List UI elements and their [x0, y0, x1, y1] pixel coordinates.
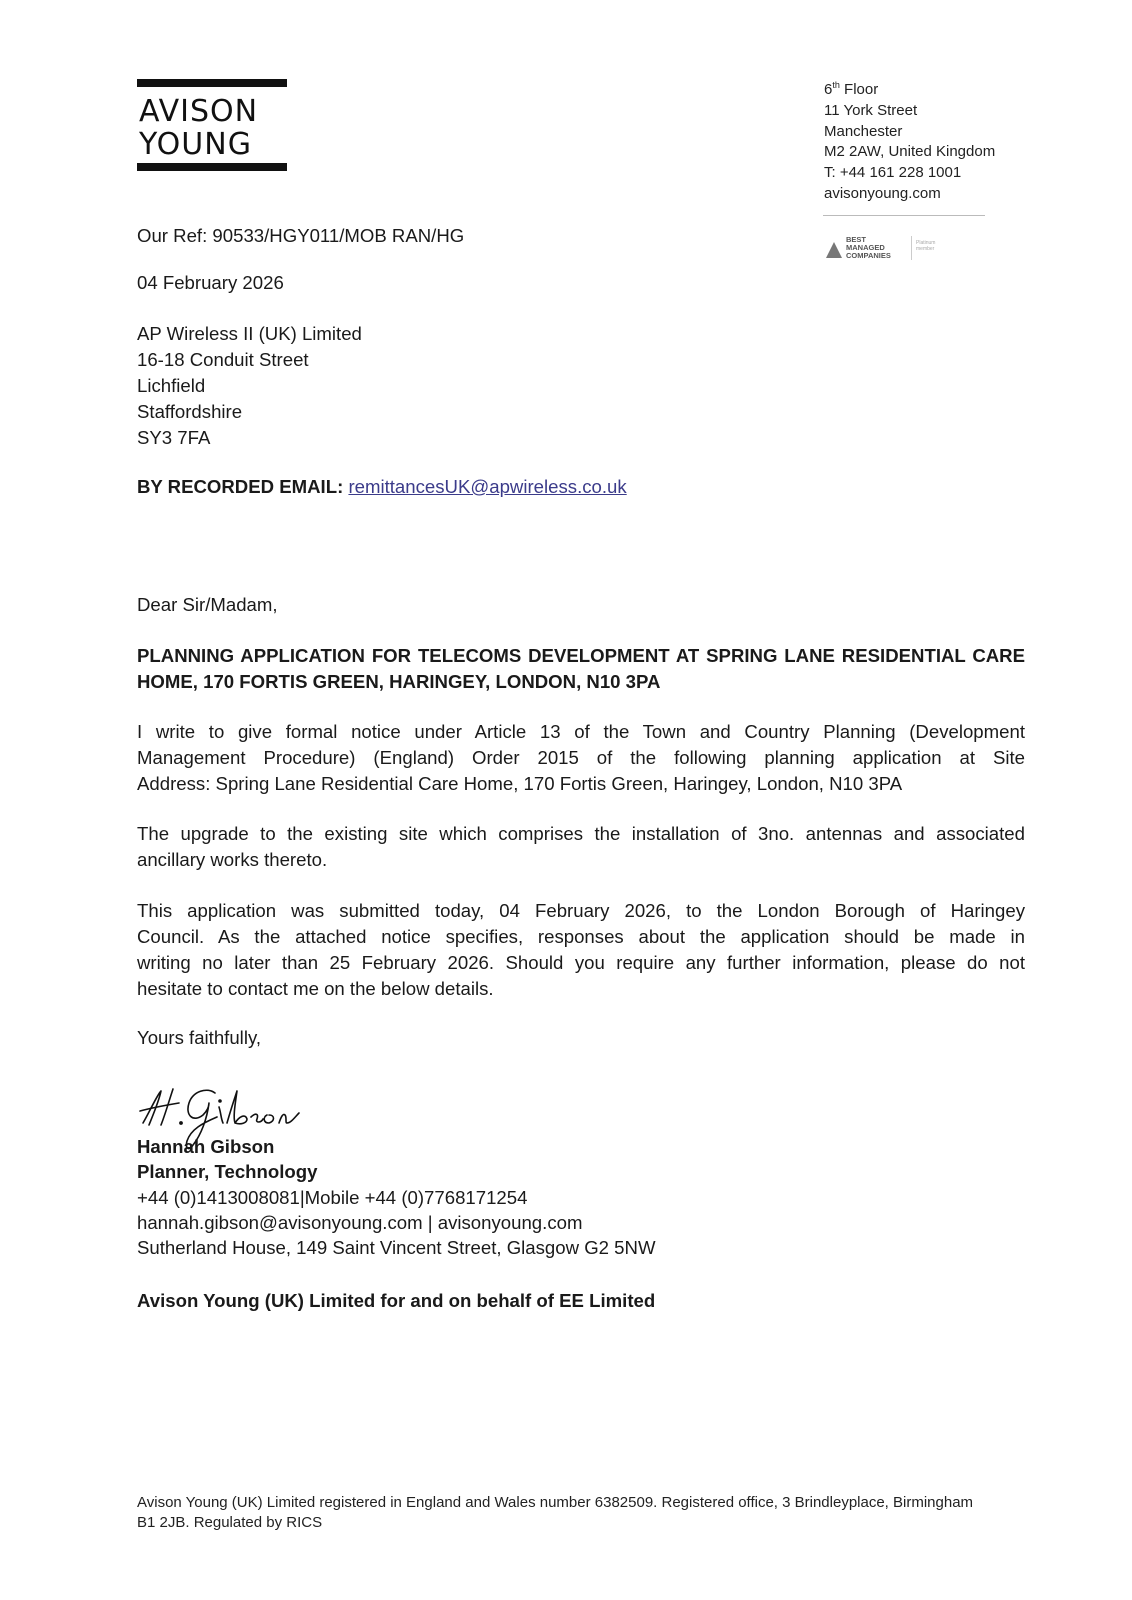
delivery-label: BY RECORDED EMAIL: [137, 476, 344, 497]
recipient-email-link[interactable]: remittancesUK@apwireless.co.uk [348, 476, 627, 497]
office-street: 11 York Street [824, 101, 918, 119]
recipient-name: AP Wireless II (UK) Limited [137, 323, 362, 344]
office-address [824, 80, 995, 205]
office-postcode: M2 2AW, United Kingdom [824, 143, 996, 161]
letter-date: 04 February 2026 [137, 272, 284, 293]
paragraph-upgrade: The upgrade to the existing site which comprises the installation of 3no. antennas and associated ancillary works thereto. [137, 823, 1025, 870]
salutation: Dear Sir/Madam, [137, 594, 278, 615]
office-phone: T: +44 161 228 1001 [824, 164, 962, 182]
office-city: Manchester [824, 122, 903, 140]
signatory-phones: +44 (0)1413008081|Mobile +44 (0)7768171254 [137, 1187, 528, 1208]
office-website: avisonyoung.com [824, 184, 941, 202]
logo-line-1: AVISON [139, 94, 259, 129]
company-logo [137, 79, 287, 171]
our-reference: Our Ref: 90533/HGY011/MOB RAN/HG [137, 225, 465, 246]
recipient-county: Staffordshire [137, 401, 243, 422]
recipient-postcode: SY3 7FA [137, 427, 211, 448]
maple-leaf-icon [826, 242, 842, 258]
signatory-name: Hannah Gibson [137, 1136, 275, 1157]
on-behalf-statement: Avison Young (UK) Limited for and on behalf of EE Limited [137, 1290, 656, 1311]
recipient-street: 16-18 Conduit Street [137, 349, 309, 370]
closing: Yours faithfully, [137, 1027, 262, 1048]
signatory-title: Planner, Technology [137, 1161, 318, 1182]
paragraph-notice: I write to give formal notice under Article 13 of the Town and Country Planning (Development Management Procedure) (England) Order 2015 of the following planning application at Site Address: Spring Lane Residential Care Home, 170 Fortis Green, Haringey, London, N10 3PA [137, 721, 1025, 794]
signatory-address: Sutherland House, 149 Saint Vincent Street, Glasgow G2 5NW [137, 1237, 656, 1258]
delivery-line [137, 474, 627, 500]
signatory-contact: hannah.gibson@avisonyoung.com | avisonyoung.com [137, 1212, 583, 1233]
logo-line-2: YOUNG [139, 127, 252, 162]
paragraph-submission: This application was submitted today, 04 February 2026, to the London Borough of Haringey Council. As the attached notice specifies, responses about the application should be made in writing no later than 25 February 2026. Should you require any further information, please do not hesitate to contact me on the below details. [137, 900, 1025, 999]
subject-heading: PLANNING APPLICATION FOR TELECOMS DEVELOPMENT AT SPRING LANE RESIDENTIAL CARE HOME, 170 FORTIS GREEN, HARINGEY, LONDON, N10 3PA [137, 645, 1025, 692]
recipient-town: Lichfield [137, 375, 206, 396]
footer-registration: Avison Young (UK) Limited registered in England and Wales number 6382509. Registered office, 3 Brindleyplace, Birmingham B1 2JB. Regulated by RICS [137, 1494, 974, 1531]
office-floor: 6th Floor [824, 80, 879, 98]
address-divider [823, 215, 985, 216]
best-managed-companies-badge: BEST MANAGED COMPANIES Platinum member [826, 234, 946, 264]
